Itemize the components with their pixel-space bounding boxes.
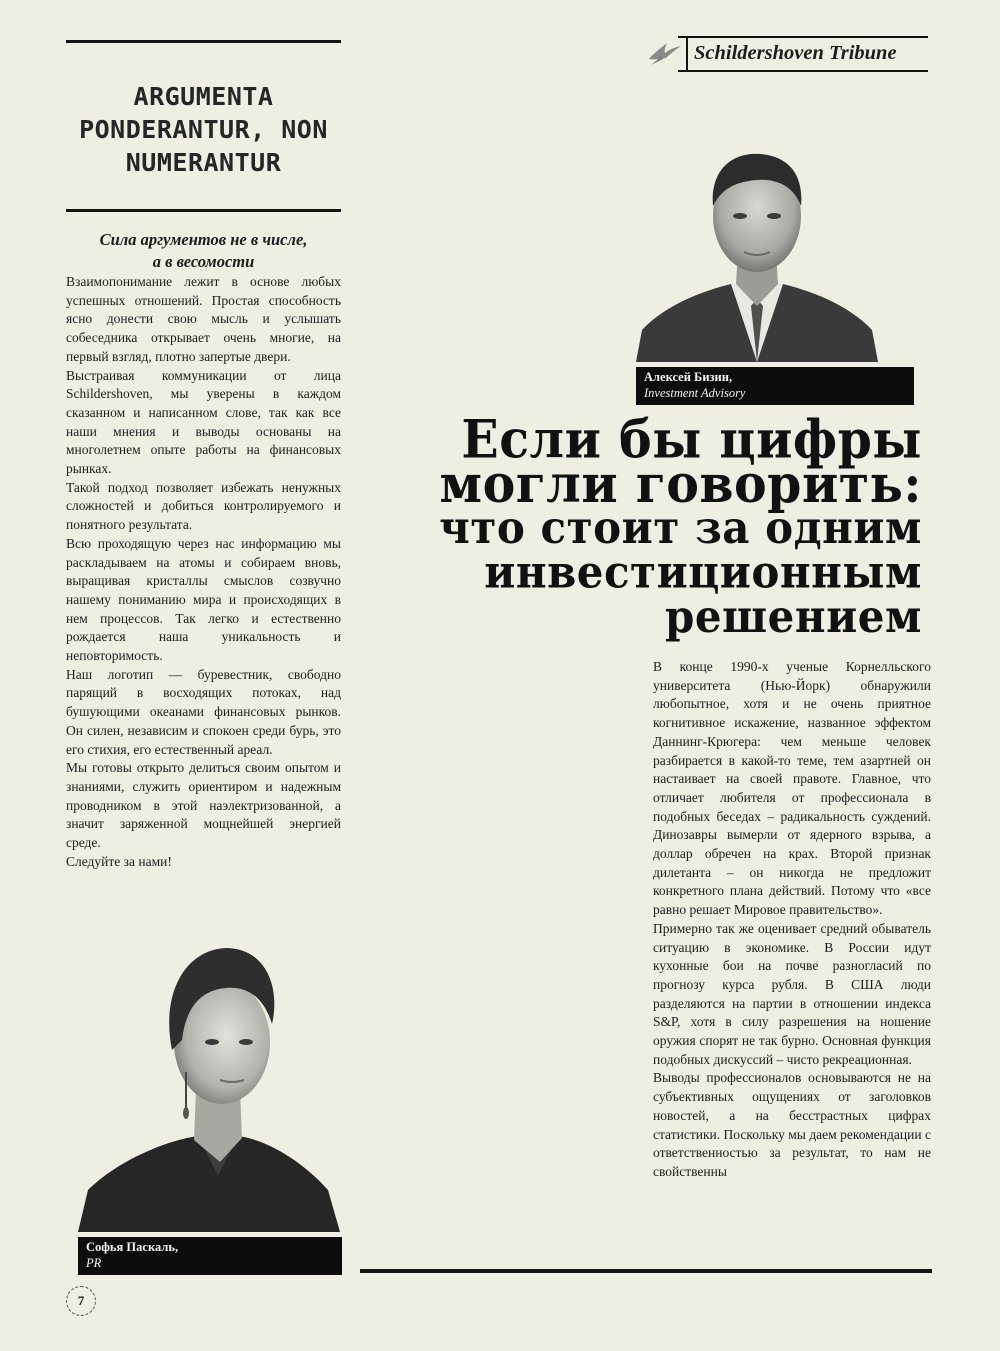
brand-name: Schildershoven Tribune	[694, 42, 897, 64]
intro-paragraph: Выстраивая коммуникации от лица Schildershoven, мы уверены в каждом сказанном и написанном слове, так как все наши мнения и выводы основаны на многолетнем опыте работы на финансовых рынках.	[66, 367, 341, 477]
intro-paragraph: Наш логотип — буревестник, свободно парящий в восходящих потоках, над бушующими океанами финансовых рынков. Он силен, независим и спокоен среди бурь, это его стихия, его естественный ареал.	[66, 666, 341, 757]
petrel-bird-icon	[648, 37, 682, 67]
person-caption-top	[636, 367, 914, 405]
subtitle-line-2: а в весомости	[152, 252, 255, 271]
intro-paragraph: Следуйте за нами!	[66, 853, 172, 869]
headline-line: что стоит за одним	[439, 501, 922, 554]
brand-rule-top	[678, 36, 928, 38]
motto-subtitle	[66, 229, 341, 273]
person-role: PR	[86, 1256, 102, 1270]
intro-paragraph: Мы готовы открыто делиться своим опытом и знаниями, служить ориентиром и надежным проводником в этой наэлектризованной, а значит заряженной мощнейшей энергией среде.	[66, 760, 341, 851]
article-paragraph: В конце 1990-х ученые Корнелльского университета (Нью-Йорк) обнаружили любопытное, хотя и не очень приятное когнитивное искажение, названное эффектом Даннинг-Крюгера: чем меньше человек разбирается в какой-то теме, тем азартней он настаивает на своей правоте. Главное, что отличает любителя от профессионала в подобных беседах – радикальность суждений. Динозавры вымерли от ядерного взрыва, а доллар обречен на крах. Второй признак дилетанта – он никогда не предложит конкретного плана действий. Потому что «все равно решает Мировое правительство».	[653, 659, 931, 918]
top-left-rule	[66, 40, 341, 43]
motto-bottom-rule	[66, 209, 341, 212]
intro-paragraph: Взаимопонимание лежит в основе любых успешных отношений. Простая способность ясно донести свою мысль и услышать собеседника открывает очень многие, на первый взгляд, плотно запертые двери.	[66, 274, 341, 364]
person-name: Софья Паскаль,	[86, 1240, 179, 1254]
intro-paragraph: Всю проходящую через нас информацию мы раскладываем на атомы и собираем вновь, выращивая кристаллы смыслов созвучно нашему пониманию мира и происходящих в нем процессов. Так легко и естественно рождается наша уникальность и неповторимость.	[66, 535, 341, 664]
motto-heading: ARGUMENTA PONDERANTUR, NON NUMERANTUR	[79, 82, 328, 177]
person-caption-bottom	[78, 1237, 342, 1275]
portrait-photo-bottom	[78, 940, 340, 1232]
brand-rule-left	[686, 36, 688, 72]
woman-portrait-illustration	[78, 940, 340, 1232]
article-body	[653, 658, 931, 1182]
brand-rule-bottom	[678, 70, 928, 72]
brand-header	[648, 34, 928, 72]
headline-line: могли говорить:	[439, 453, 922, 515]
page-number: 7	[66, 1286, 96, 1316]
portrait-photo-top	[636, 134, 878, 362]
headline-line: инвестиционным	[484, 546, 922, 599]
headline-line: Если бы цифры	[461, 408, 922, 470]
article-paragraph: Примерно так же оценивает средний обыватель ситуацию в экономике. В России идут кухонные бои на почве разногласий по прогнозу курса рубля. В США люди разделяются на партии в отношении индекса S&P, хотя в силу разрешения на ношение оружия спорят не так бурно. Основная функция подобных дискуссий – чисто рекреационная.	[653, 920, 931, 1067]
headline-line: решением	[664, 590, 922, 643]
intro-paragraph: Такой подход позволяет избежать ненужных сложностей и добиться контролируемого и понятного результата.	[66, 479, 341, 533]
man-portrait-illustration	[636, 134, 878, 362]
article-paragraph: Выводы профессионалов основываются не на субъективных ощущениях от заголовков новостей, а на бесстрастных цифрах статистики. Поскольку мы даем рекомендации с ответственностью за результат, то нам не свойственны	[653, 1070, 931, 1179]
subtitle-line-1: Сила аргументов не в числе,	[99, 230, 308, 249]
intro-text	[66, 273, 341, 872]
article-headline	[362, 408, 922, 643]
person-role: Investment Advisory	[644, 386, 746, 400]
person-name: Алексей Бизин,	[644, 370, 733, 384]
bottom-right-rule	[360, 1269, 932, 1273]
